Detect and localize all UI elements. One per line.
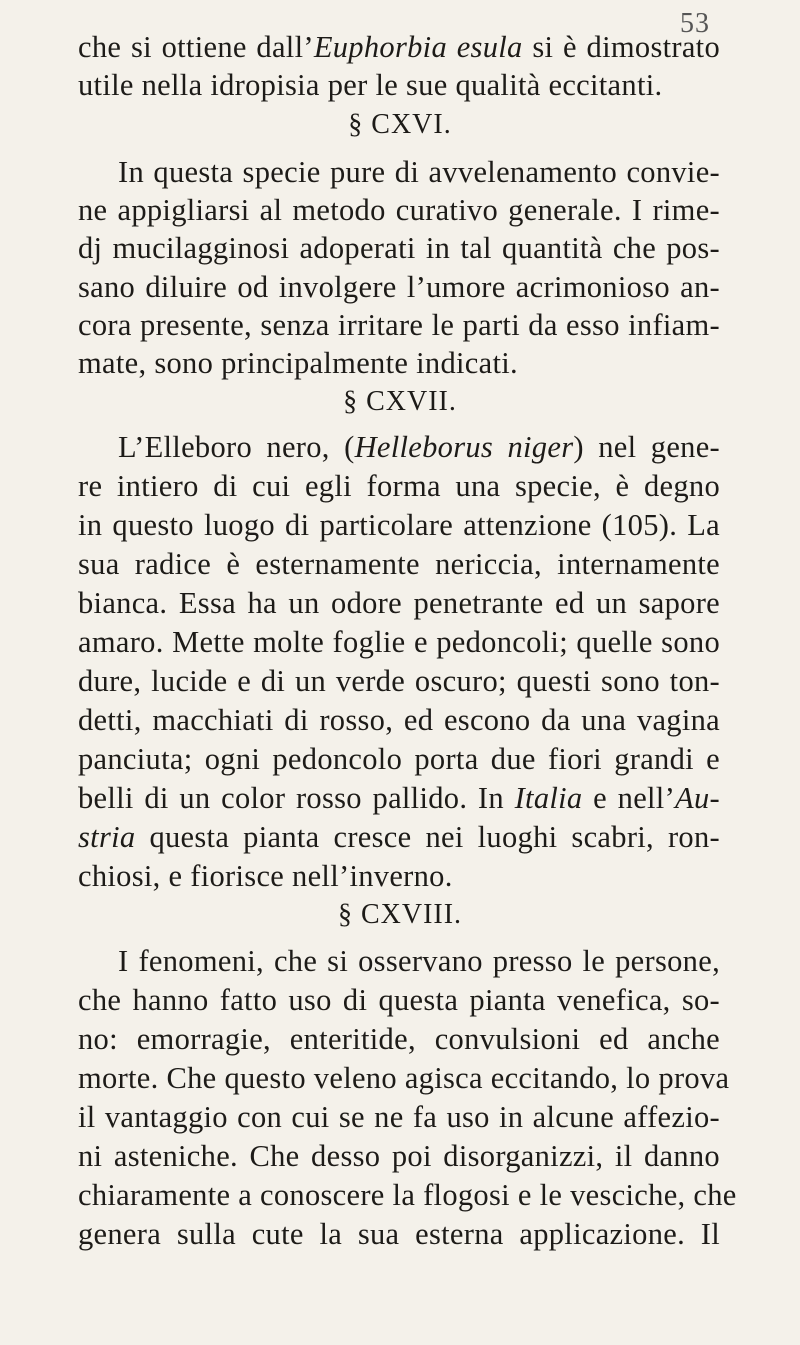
text-line: dj mucilagginosi adoperati in tal quantità che pos- — [78, 231, 720, 265]
text-line: re intiero di cui egli forma una specie, è degno — [78, 469, 720, 503]
text-line: detti, macchiati di rosso, ed escono da una vagina — [78, 703, 720, 737]
italic-place-name: stria — [78, 820, 136, 854]
text-run: belli di un color rosso pallido. In — [78, 781, 515, 815]
text-line: bianca. Essa ha un odore penetrante ed un sapore — [78, 586, 720, 620]
italic-species-name: Helleborus niger — [354, 430, 574, 464]
text-line: che hanno fatto uso di questa pianta venefica, so- — [78, 983, 720, 1017]
text-line: ne appigliarsi al metodo curativo generale. I rime- — [78, 193, 720, 227]
italic-place-name: Au- — [675, 781, 720, 815]
text-line: dure, lucide e di un verde oscuro; questi sono ton- — [78, 664, 720, 698]
section-heading: § CXVI. — [348, 109, 452, 140]
text-line: utile nella idropisia per le sue qualità eccitanti. — [78, 68, 663, 102]
text-line: sano diluire od involgere l’umore acrimonioso an- — [78, 270, 720, 304]
text-line — [118, 428, 720, 466]
text-line: genera sulla cute la sua esterna applicazione. Il — [78, 1217, 720, 1251]
text-line: morte. Che questo veleno agisca eccitando, lo prova — [78, 1061, 730, 1095]
text-run: ) nel gene- — [573, 430, 720, 464]
text-line: mate, sono principalmente indicati. — [78, 346, 518, 380]
text-line: cora presente, senza irritare le parti da esso infiam- — [78, 308, 720, 342]
page-number: 53 — [680, 8, 710, 39]
text-run: che si ottiene dall’ — [78, 30, 314, 64]
text-line: il vantaggio con cui se ne fa uso in alcune affezio- — [78, 1100, 720, 1134]
text-line: ni asteniche. Che desso poi disorganizzi, il danno — [78, 1139, 720, 1173]
text-line: no: emorragie, enteritide, convulsioni ed anche — [78, 1022, 720, 1056]
text-line: sua radice è esternamente nericcia, internamente — [78, 547, 720, 581]
text-line: panciuta; ogni pedoncolo porta due fiori grandi e — [78, 742, 720, 776]
section-heading: § CXVII. — [343, 386, 457, 417]
text-run: si è dimostrato — [522, 30, 721, 64]
text-line — [78, 779, 720, 817]
text-line: in questo luogo di particolare attenzione (105). La — [78, 508, 720, 542]
text-line — [78, 818, 720, 856]
text-line: In questa specie pure di avvelenamento convie- — [118, 155, 720, 189]
text-line — [78, 28, 720, 66]
section-heading: § CXVIII. — [337, 899, 463, 930]
text-line: chiaramente a conoscere la flogosi e le vesciche, che — [78, 1178, 737, 1212]
text-line: amaro. Mette molte foglie e pedoncoli; quelle sono — [78, 625, 720, 659]
text-run: questa pianta cresce nei luoghi scabri, ron- — [135, 820, 720, 854]
text-line: chiosi, e fiorisce nell’inverno. — [78, 859, 453, 893]
text-run: L’Elleboro nero, ( — [118, 430, 355, 464]
text-line: I fenomeni, che si osservano presso le persone, — [118, 944, 720, 978]
italic-species-name: Euphorbia esula — [313, 30, 523, 64]
italic-place-name: Italia — [514, 781, 583, 815]
text-run: e nell’ — [582, 781, 676, 815]
